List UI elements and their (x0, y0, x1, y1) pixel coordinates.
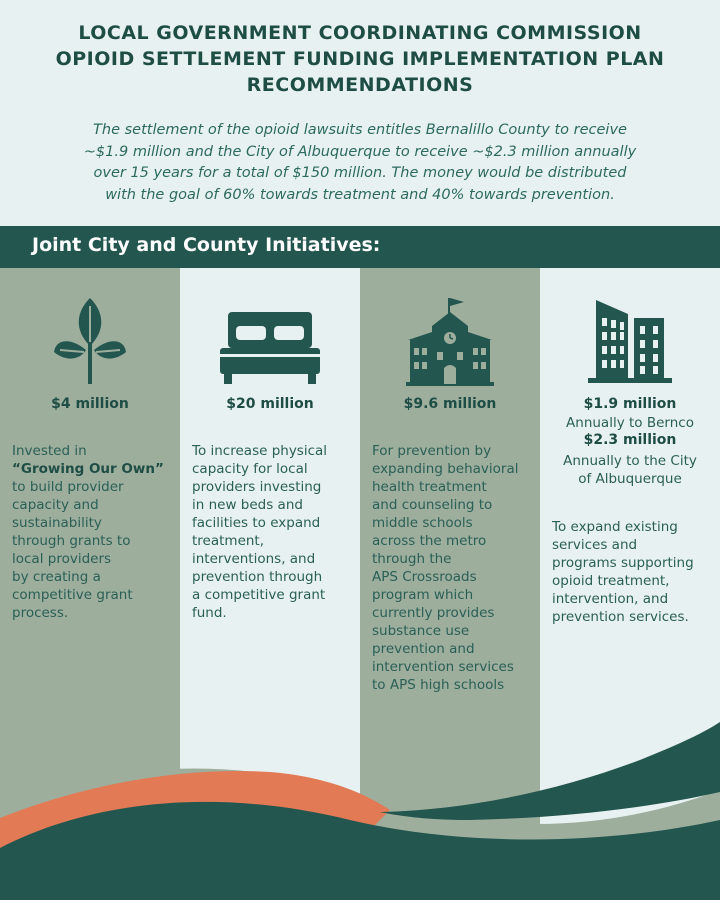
text-line: through the (372, 551, 452, 567)
intro-paragraph (20, 120, 700, 206)
text-line: by creating a (12, 569, 101, 585)
sub-line: Annually to the City (563, 453, 697, 469)
intro-line-3: over 15 years for a total of $150 million. The money would be distributed (93, 165, 627, 181)
title-line-1: LOCAL GOVERNMENT COORDINATING COMMISSION (78, 22, 642, 44)
text-line: expanding behavioral (372, 461, 519, 477)
amount-label: $4 million (51, 396, 129, 412)
amount-city: $2.3 million (583, 432, 677, 448)
text-line: to build provider (12, 479, 124, 495)
column-description (12, 442, 177, 622)
text-line: capacity for local (192, 461, 308, 477)
text-line: through grants to (12, 533, 131, 549)
text-line: To increase physical (192, 443, 328, 459)
text-line: APS Crossroads (372, 569, 477, 585)
text-line: process. (12, 605, 69, 621)
column-description (552, 518, 717, 626)
text-line: prevention and (372, 641, 475, 657)
text-line: program which (372, 587, 474, 603)
school-icon (406, 296, 494, 386)
column-description (192, 442, 357, 622)
intro-line-2: ~$1.9 million and the City of Albuquerque to receive ~$2.3 million annually (83, 143, 637, 160)
bed-icon (218, 310, 322, 384)
column-growing-our-own (0, 268, 180, 900)
text-line: competitive grant (12, 587, 133, 603)
header (0, 0, 720, 226)
column-annual-funding (540, 268, 720, 900)
text-line: opioid treatment, (552, 573, 670, 589)
text-line: To expand existing (552, 519, 678, 535)
text-line: For prevention by (372, 443, 492, 459)
text-line: services and (552, 537, 638, 553)
page-title (0, 20, 720, 98)
section-banner (0, 226, 720, 268)
text-line: substance use (372, 623, 470, 639)
text-line: programs supporting (552, 555, 694, 571)
text-line: health treatment (372, 479, 487, 495)
highlight-growing-our-own: “Growing Our Own” (12, 461, 164, 477)
column-description (372, 442, 537, 694)
text-line: sustainability (12, 515, 102, 531)
city-buildings-icon (588, 296, 672, 384)
column-school-prevention (360, 268, 540, 900)
sub-city (540, 452, 720, 488)
text-line: intervention, and (552, 591, 669, 607)
text-line: currently provides (372, 605, 495, 621)
title-line-2: OPIOID SETTLEMENT FUNDING IMPLEMENTATION PLAN (55, 48, 665, 70)
text-line: to APS high schools (372, 677, 505, 693)
text-line: treatment, (192, 533, 265, 549)
banner-label: Joint City and County Initiatives: (32, 234, 381, 256)
amount-label: $20 million (226, 396, 314, 412)
sub-line: of Albuquerque (578, 471, 682, 487)
text-line: capacity and (12, 497, 99, 513)
amount-bernco: $1.9 million (583, 396, 677, 412)
text-line: middle schools (372, 515, 473, 531)
column-beds-facilities (180, 268, 360, 900)
text-line: across the metro (372, 533, 487, 549)
text-line: facilities to expand (192, 515, 321, 531)
amount-label: $9.6 million (403, 396, 497, 412)
text-line: fund. (192, 605, 227, 621)
text-line: prevention services. (552, 609, 689, 625)
text-line: prevention through (192, 569, 323, 585)
intro-line-1: The settlement of the opioid lawsuits entitles Bernalillo County to receive (93, 122, 627, 138)
sub-bernco: Annually to Bernco (566, 415, 694, 431)
text-line: interventions, and (192, 551, 316, 567)
text-line: in new beds and (192, 497, 303, 513)
text-line: providers investing (192, 479, 322, 495)
text-line: Invested in (12, 443, 87, 459)
intro-line-4: with the goal of 60% towards treatment and 40% towards prevention. (105, 186, 615, 203)
sprout-icon (50, 294, 130, 386)
text-line: a competitive grant (192, 587, 326, 603)
text-line: and counseling to (372, 497, 493, 513)
text-line: local providers (12, 551, 112, 567)
text-line: intervention services (372, 659, 514, 675)
title-line-3: RECOMMENDATIONS (246, 74, 474, 96)
